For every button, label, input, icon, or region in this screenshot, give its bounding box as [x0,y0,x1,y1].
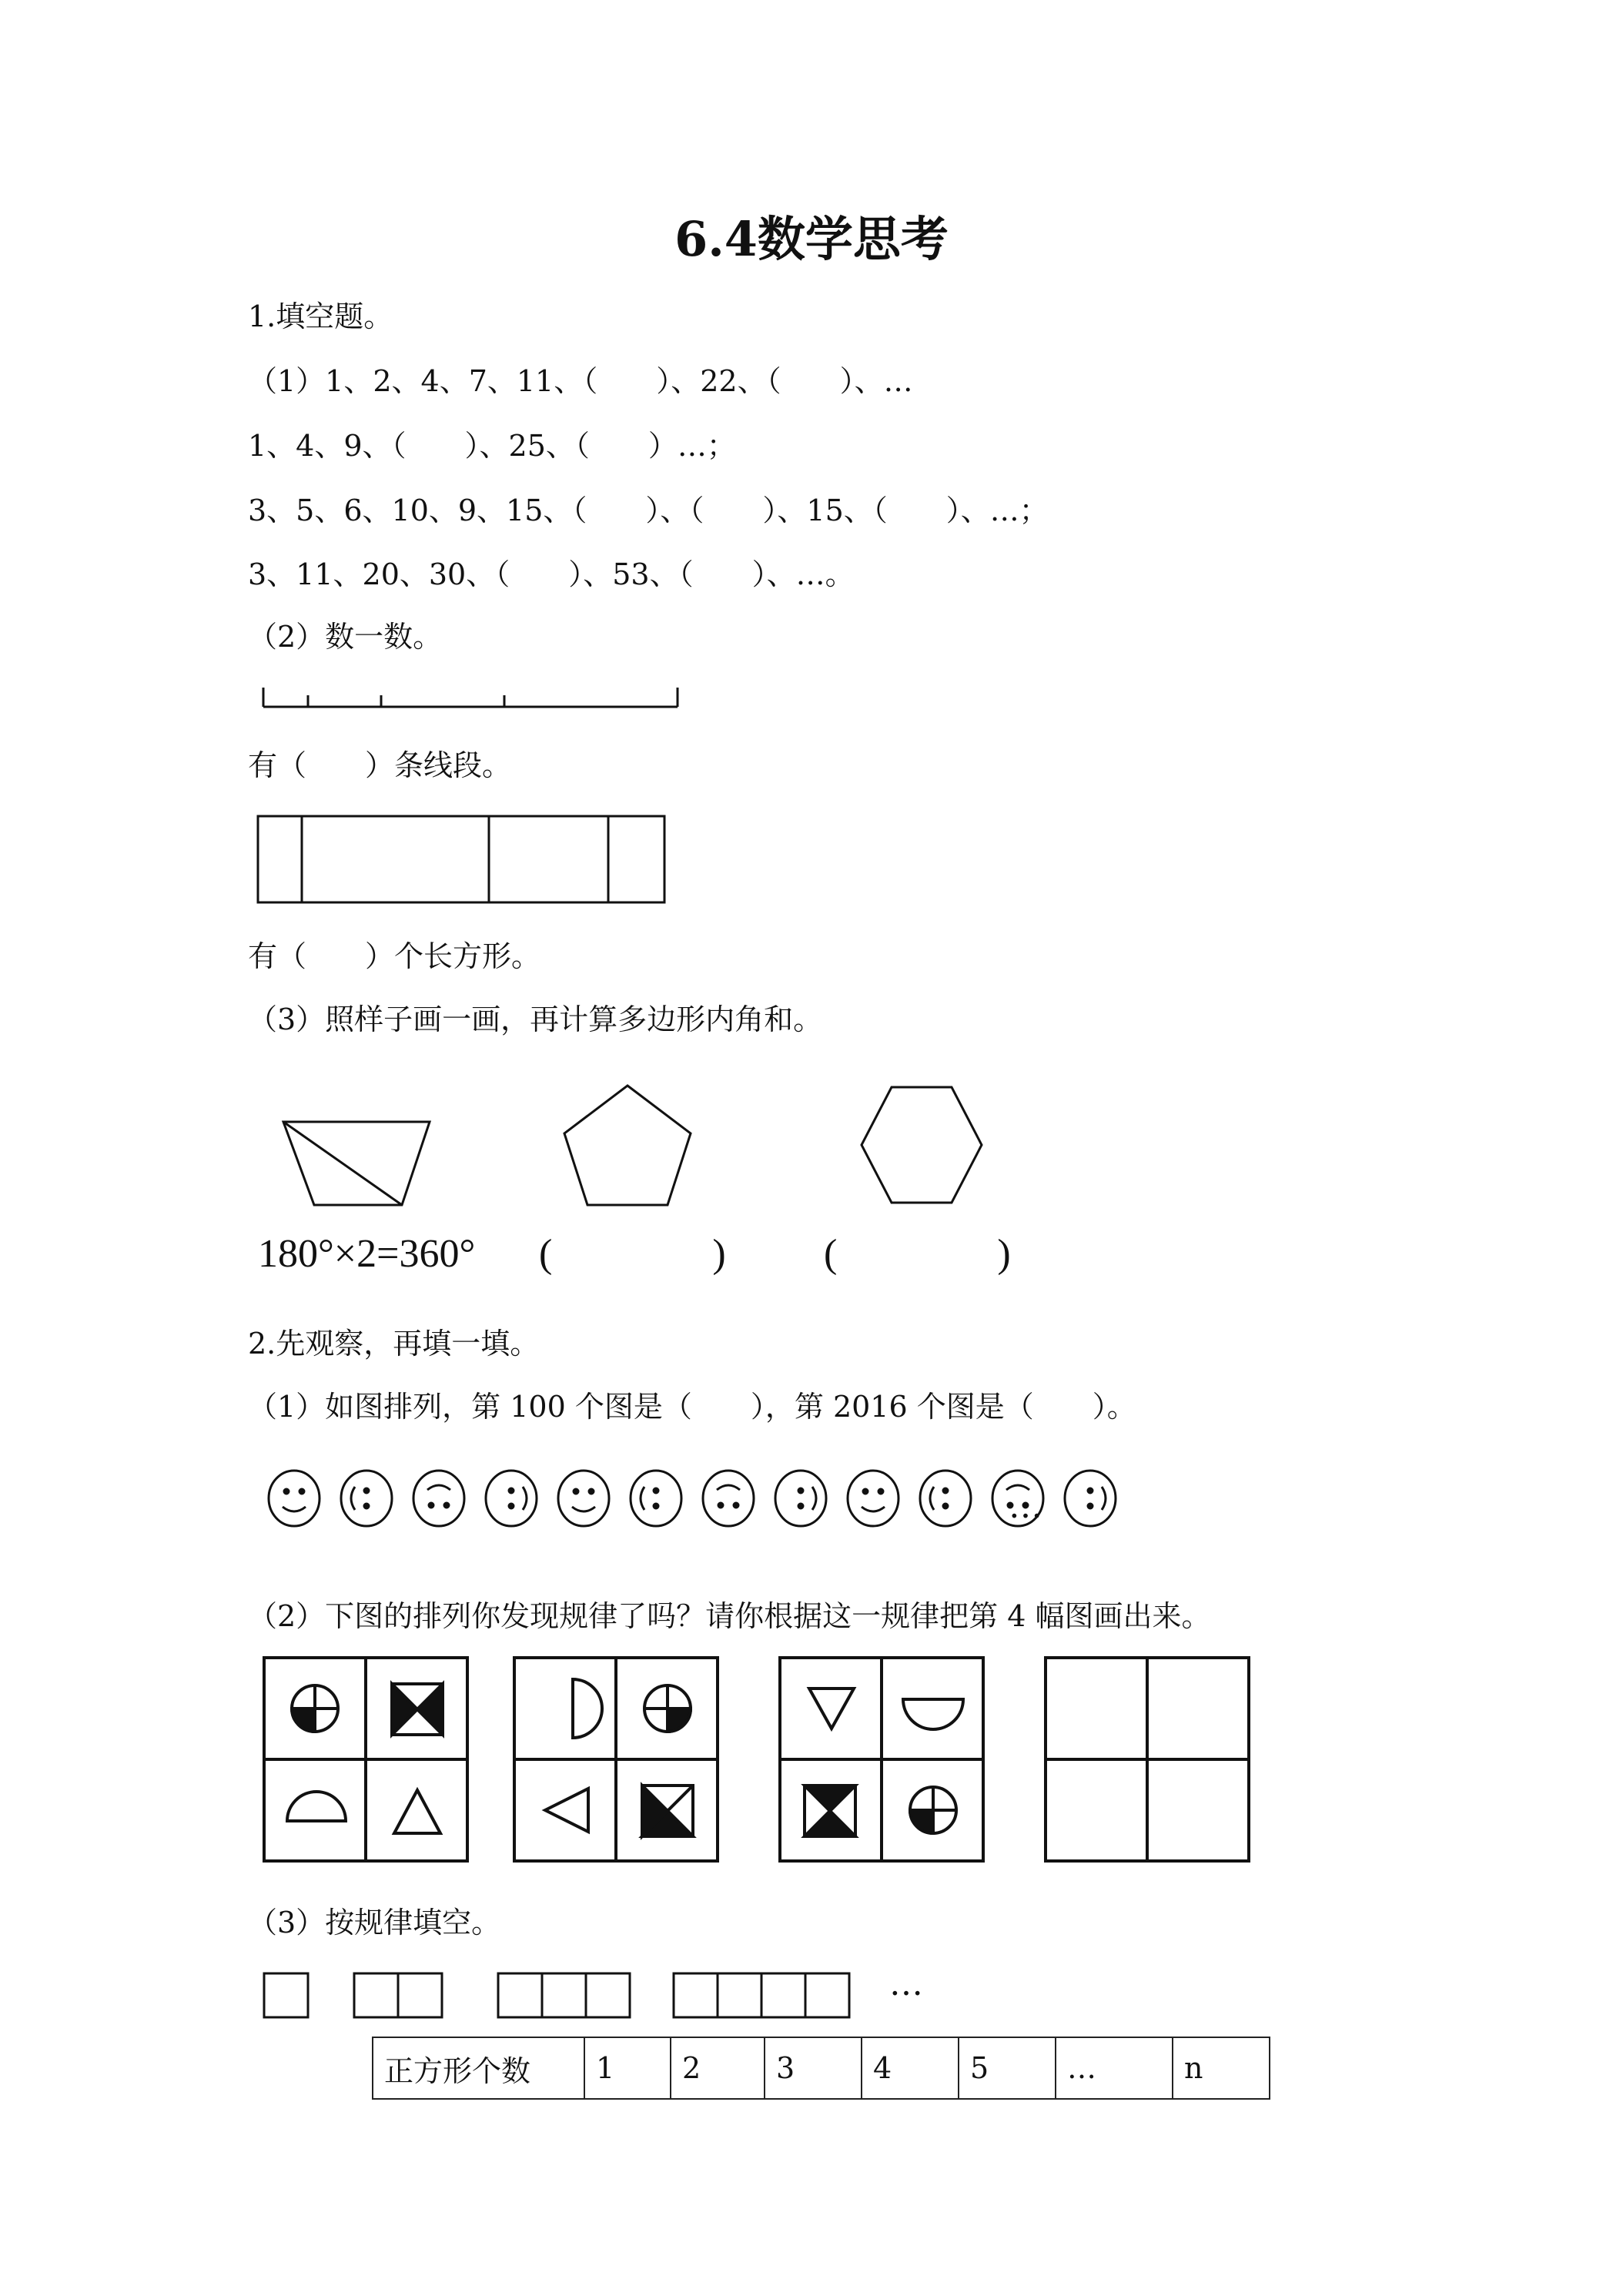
table-cell: … [1056,2037,1173,2099]
table-cell: 2 [671,2037,765,2099]
q2-heading: 2.先观察，再填一填。 [248,1327,540,1361]
pattern-grid-4-empty [1046,1658,1249,1861]
q2-part1-label: （1）如图排列，第 100 个图是（ ），第 2016 个图是（ ）。 [248,1390,1136,1424]
table-cell: 1 [584,2037,671,2099]
q2-part3-label: （3）按规律填空。 [248,1906,501,1940]
quartered-circle-icon [910,1787,956,1833]
page-title: 6.4数学思考 [674,211,949,267]
crossed-square-icon [642,1786,693,1836]
table-cell: 3 [765,2037,862,2099]
q1-part3-label: （3）照样子画一画，再计算多边形内角和。 [248,1002,823,1036]
face-right-icon [775,1471,826,1526]
trapezoid-diagonal [283,1122,402,1205]
crossed-square-icon [805,1786,855,1836]
face-frown-icon [703,1471,754,1526]
rectangles-count-question: 有（ ）个长方形。 [248,939,541,973]
pattern-grids [258,1652,1259,1871]
quartered-circle-icon [644,1685,691,1732]
q1-sequence4: 3、11、20、30、（ ）、53、（ ）、…。 [248,557,855,591]
hexagon-shape [862,1087,982,1203]
triangle-left-icon [545,1789,588,1832]
q1-sequence2: 1、4、9、（ ）、25、（ ）…； [248,429,736,463]
line-segment-figure [254,681,685,712]
squares-3 [498,1973,630,2017]
table-cell: 4 [862,2037,959,2099]
face-smile-icon [558,1471,609,1526]
trapezoid-shape [283,1122,430,1205]
crossed-square-icon [392,1684,443,1735]
face-left-icon [341,1471,392,1526]
triangle-up-icon [394,1790,440,1833]
table-row [373,2037,1270,2099]
hexagon-answer-blank: ( ) [824,1232,1011,1276]
squares-4 [674,1973,849,2017]
q2-part2-label: （2）下图的排列你发现规律了吗？请你根据这一规律把第 4 幅图画出来。 [248,1599,1211,1633]
pattern-grid-1 [264,1658,467,1861]
segments-count-question: 有（ ）条线段。 [248,748,512,782]
squares-count-table [372,2037,1270,2100]
pattern-grid-3 [780,1658,983,1861]
triangle-down-icon [809,1689,854,1729]
quartered-circle-icon [292,1685,338,1732]
table-cell: 5 [959,2037,1056,2099]
rectangles-figure [254,812,670,909]
square-sequence [258,1964,951,2021]
table-row-header: 正方形个数 [373,2037,584,2099]
q1-part1-sequence1: （1）1、2、4、7、11、（ ）、22、（ ）、… [248,364,913,398]
face-right-icon [486,1471,537,1526]
semicircle-up-icon [287,1792,346,1821]
squares-ellipsis: … [889,1964,923,2003]
face-right-icon [1065,1471,1116,1526]
face-frown-icon [413,1471,464,1526]
face-left-icon [631,1471,681,1526]
q1-sequence3: 3、5、6、10、9、15、（ ）、（ ）、15、（ ）、…； [248,494,1049,527]
semicircle-down-icon [903,1699,963,1729]
polygons-figure [277,1074,1062,1228]
face-smile-icon [848,1471,899,1526]
squares-1 [264,1973,308,2017]
pattern-grid-2 [514,1658,718,1861]
squares-2 [354,1973,442,2017]
example-angle-sum: 180°×2=360° [258,1232,476,1276]
face-left-icon [920,1471,971,1526]
q1-part2-label: （2）数一数。 [248,620,443,654]
pentagon-answer-blank: ( ) [539,1232,726,1276]
pentagon-shape [564,1086,691,1205]
face-smile-icon [269,1471,320,1526]
semicircle-left-icon [573,1679,602,1738]
faces-ellipsis: … [1009,1487,1042,1526]
q1-heading: 1.填空题。 [248,300,393,333]
table-cell: n [1173,2037,1270,2099]
